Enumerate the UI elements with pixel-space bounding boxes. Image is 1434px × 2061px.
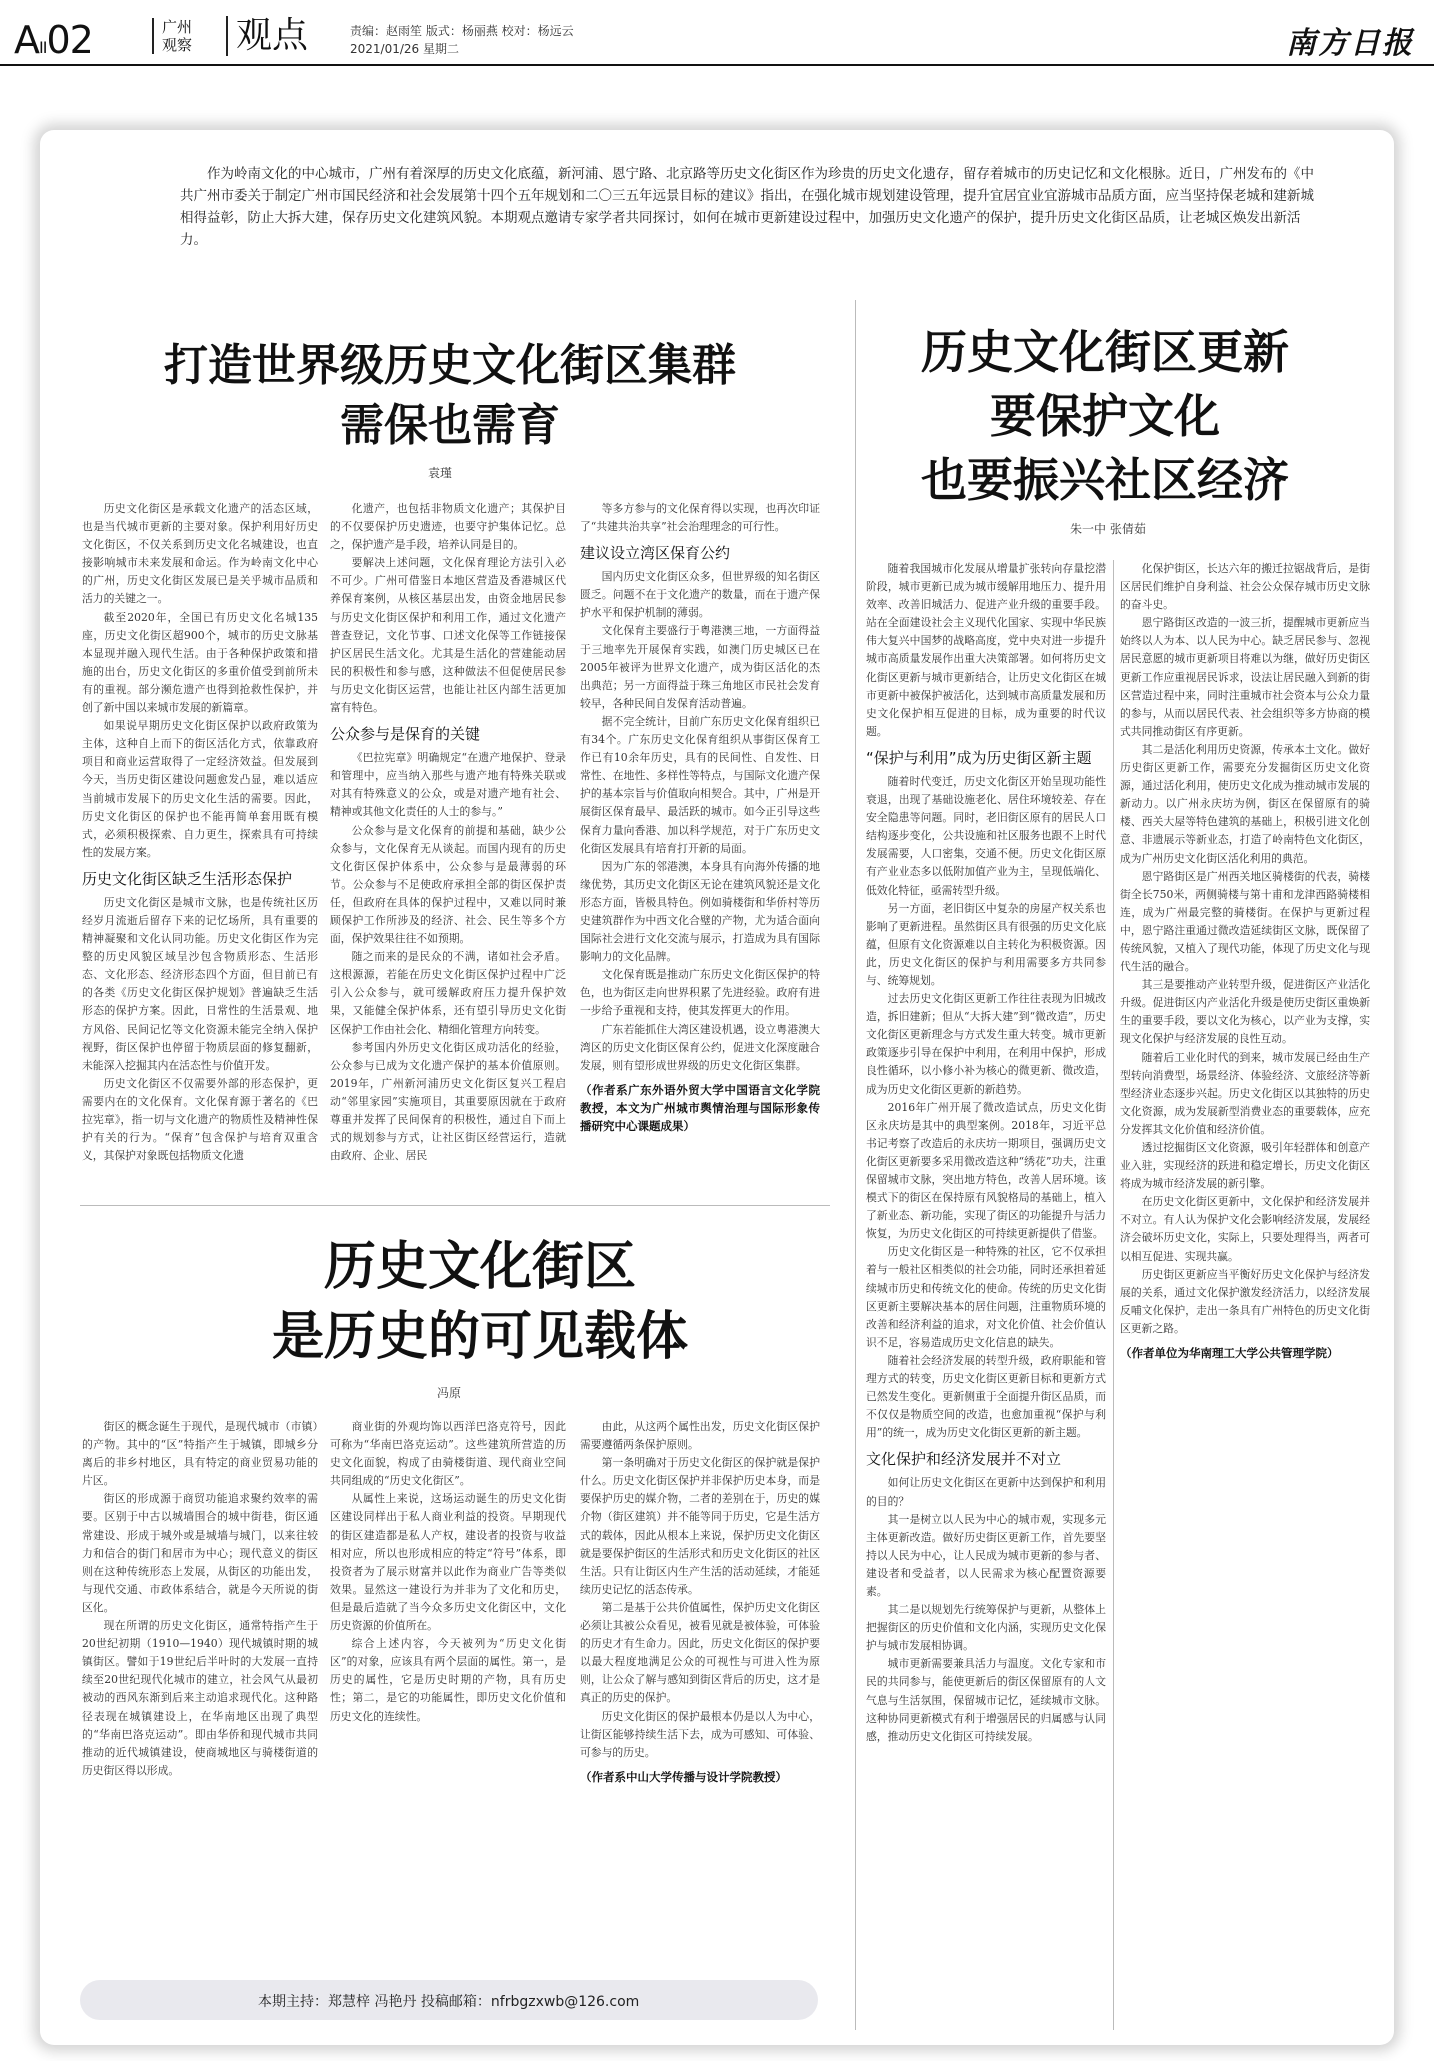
article-1-headline: 打造世界级历史文化街区集群 需保也需育 (164, 340, 736, 451)
article-1-column-3: 等多方参与的文化保育得以实现，也再次印证了“共建共治共享”社会治理理念的可行性。 建议设立湾区保育公约 国内历史文化街区众多，但世界级的知名街区匮乏。问题不在于文化遗产的数量，而在于遗产保护水平和保护机制的薄弱。 文化保育主要盛行于粤港澳三地，一方面得益于三地率先开展保育实践，如澳门历史城区已在2005年被评为世界文化遗产，成为街区活化的杰出典范；另一方面得益于珠三角地区市民社会发育较早，各种民间自发保育活动普遍。 据不完全统计，目前广东历史文化保育组织已有34个。广东历史文化保育组织从事街区保育工作已有10余年历史，具有的民间性、自发性、日常性、在地性、多样性等特点，与国际文化遗产保护的基本宗旨与价值取向相契合。其中，广州是开展街区保育最早、最活跃的城市。如今正引导这些保育力量向香港、加以科学规范，对于广东历史文化街区发展具有培育打开新的局面。 因为广东的邻港澳，本身具有向海外传播的地缘优势，其历史文化街区无论在建筑风貌还是文化形态方面，皆极具特色。例如骑楼街和华侨村等历史建筑群作为中西文化合璧的产物，尤为适合面向国际社会进行文化交流与展示，打造成为具有国际影响力的文化品牌。 文化保育既是推动广东历史文化街区保护的特色，也为街区走向世界积累了先进经验。政府有进一步给予重视和支持，使其发挥更大的作用。 广东若能抓住大湾区建设机遇，设立粤港澳大湾区的历史文化街区保育公约，促进文化深度融合发展，则有望形成世界级的历史文化街区集群。 （作者系广东外语外贸大学中国语言文化学院教授，本文为广州城市舆情治理与国际形象传播研究中心课题成果） (580, 502, 820, 1133)
newspaper-logo: 南方日报 (1286, 26, 1414, 61)
article-1-column-1: 历史文化街区是承载文化遗产的活态区域，也是当代城市更新的主要对象。保护利用好历史文化街区，不仅关系到历史文化名城建设，也直接影响城市未来发展和命运。作为岭南文化中心的广州，历史文化街区发展已是关乎城市品质和活力的关键之一。 截至2020年，全国已有历史文化名城135座，历史文化街区超900个，城市的历史文脉基本显现并融入现代生活。由于各种保护政策和措施的出台，历史文化街区的多重价值受到前所未有的重视。部分濒危遗产也得到抢救性保护，并创了新中国以来城市发展的新篇章。 如果说早期历史文化街区保护以政府政策为主体，这种自上而下的街区活化方式，依靠政府项目和商业运营取得了一定经济效益。但发展到今天，当历史街区建设问题愈发凸显，难以适应当前城市发展下的历史文化生活的需要。因此，历史文化街区的保护也不能再简单套用既有模式，必须积极探索、自力更生，探索具有可持续性的发展方案。 历史文化街区缺乏生活形态保护 历史文化街区是城市文脉，也是传统社区历经岁月流逝后留存下来的记忆场所，具有重要的精神凝聚和文化认同功能。历史文化街区作为完整的历史风貌区域呈沙包含物质形态、生活形态、文化形态、经济形态四个方面，但目前已有的各类《历史文化街区保护规划》普遍缺乏生活形态的保护方案。因此，日常性的生活景观、地方风俗、民间记忆等文化资源未能完全纳入保护视野，街区保护也停留于物质层面的修复翻新，未能深入挖掘其内在活态性与价值开发。 历史文化街区不仅需要外部的形态保护，更需要内在的文化保育。文化保育源于著名的《巴拉宪章》，指一切与文化遗产的物质性及精神性保护有关的行为。“保育”包含保护与培育双重含义，其保护对象既包括物质文化遗 (82, 502, 318, 1163)
article-1-author: 袁瑾 (428, 466, 453, 480)
section-title: 观点 (226, 16, 308, 56)
article-3-subhead-2: 文化保护和经济发展并不对立 (866, 1450, 1062, 1469)
footer-contact: 本期主持：郑慧梓 冯艳丹 投稿邮箱：nfrbgzxwb@126.com (258, 1994, 640, 2010)
article-3-subhead-1: “保护与利用”成为历史街区新主题 (866, 748, 1092, 767)
article-divider (80, 1205, 830, 1206)
article-2-column-3: 由此，从这两个属性出发，历史文化街区保护需要遵循两条保护原则。 第一条明确对于历史文化街区的保护就是保护什么。历史文化街区保护并非保护历史本身，而是要保护历史的媒介物，二者的差别在于，历史的媒介物（街区建筑）并不能等同于历史，它是生活方式的载体，因此从根本上来说，保护历史文化街区就是要保护街区的生活形式和历史文化街区的社区生活。只有让街区内生产生活的活动延续，才能延续历史记忆的活态传承。 第二是基于公共价值属性，保护历史文化街区必须让其被公众看见，被看见就是被体验，可体验的历史才有生命力。因此，历史文化街区的保护要以最大程度地满足公众的可视性与可进入性为原则，让公众了解与感知到街区背后的历史，这才是真正的历史的保护。 历史文化街区的保护最根本仍是以人为中心，让街区能够持续生活下去，成为可感知、可体验、可参与的历史。 （作者系中山大学传播与设计学院教授） (580, 1420, 820, 1784)
article-1-subhead-3: 建议设立湾区保育公约 (580, 544, 731, 563)
article-2-column-2: 商业街的外观均饰以西洋巴洛克符号，因此可称为“华南巴洛克运动”。这些建筑所营造的历史文化面貌，构成了由骑楼街道、现代商业空间共同组成的“历史文化街区”。 从属性上来说，这场运动诞生的历史文化街区建设同样出于私人商业利益的投资。早期现代的街区建造都是私人产权，建设者的投资与收益相对应，所以也形成相应的特定“符号”体系，即投资者为了展示财富并以此作为商业广告等类似效果。显然这一建设行为并非为了文化和历史，但是最后造就了当今众多历史文化街区中，文化历史资源的价值所在。 综合上述内容，今天被列为“历史文化街区”的对象，应该具有两个层面的属性。第一，是历史的属性，它是历史时期的产物，具有历史性；第二，是它的功能属性，即历史文化价值和历史文化的连续性。 (330, 1420, 566, 1723)
masthead-rule (0, 64, 1434, 66)
footer-bar (80, 1980, 818, 2020)
article-2-author: 冯原 (437, 1386, 462, 1400)
article-1-column-2: 化遗产，也包括非物质文化遗产；其保护目的不仅要保护历史遗迹，也要守护集体记忆。总之，保护遗产是手段，培养认同是目的。 要解决上述问题，文化保育理论方法引入必不可少。广州可借鉴日本地区营造及香港城区代养保育案例，从核区基层出发，由资金地居民参与历史文化街区保护和利用工作，通过文化遗产普查登记，文化节事、口述文化保等工作链接保护区居民生活文化。尤其是生活化的营建能动居民的积极性和参与感，这种做法不但促使居民参与历史文化街区运营，也能让社区内部生活更加富有特色。 公众参与是保育的关键 《巴拉宪章》明确规定“在遗产地保护、登录和管理中，应当纳入那些与遗产地有特殊关联或对其有特殊意义的公众，或是对遗产地有社会、精神或其他文化责任的人士的参与。” 公众参与是文化保育的前提和基础，缺少公众参与，文化保育无从谈起。而国内现有的历史文化街区保护体系中，公众参与是最薄弱的环节。公众参与不足使政府承担全部的街区保护责任，但政府在具体的保护过程中，又难以同时兼顾保护工作所涉及的经济、社会、民生等多个方面，保护效果往往不如预期。 随之而来的是民众的不满，诸如社会矛盾。这根源源，若能在历史文化街区保护过程中广泛引入公众参与，就可缓解政府压力提升保护效果，又能健全保护体系，还有望引导历史文化街区保护工作由社会化、精细化管理方向转变。 参考国内外历史文化街区成功活化的经验，公众参与已成为文化遗产保护的基本价值原则。2019年，广州新河浦历史文化街区复兴工程启动“邻里家园”实施项目，其重要原因就在于政府尊重并发挥了民间保育的积极性，通过自下而上式的规划参与方式，让社区街区经营运行，造就由政府、企业、居民 (330, 502, 566, 1163)
section-label-small: 广州 观察 (152, 18, 192, 54)
article-3-author-note: （作者单位为华南理工大学公共管理学院） (1120, 1346, 1339, 1361)
article-2-author-note: （作者系中山大学传播与设计学院教授） (580, 1769, 787, 1784)
article-1-subhead-2: 公众参与是保育的关键 (330, 725, 481, 744)
column-divider (855, 300, 856, 2030)
article-3-column-1: 随着我国城市化发展从增量扩张转向存量挖潜阶段，城市更新已成为城市缓解用地压力、提升用效率、改善旧城活力、促进产业升级的重要手段。站在全面建设社会主义现代化国家、实现中华民族伟大复兴中国梦的战略高度，党中央对进一步提升城市高质量发展作出重大决策部署。如何将历史文化街区更新与城市更新结合，让历史文化街区在城市更新中被保护被活化，达到城市高质量发展和历史文化保护相互促进的目标，成为重要的时代议题。 “保护与利用”成为历史街区新主题 随着时代变迁，历史文化街区开始呈现功能性衰退，出现了基础设施老化、居住环境较差、存在安全隐患等问题。同时，老旧街区原有的居民人口结构逐步变化，公共设施和社区服务也跟不上时代发展需要，人口密集，交通不便。历史文化街区原有产业业态多以低附加值产业为主，呈现低端化、低效化特征，亟需转型升级。 另一方面，老旧街区中复杂的房屋产权关系也影响了更新进程。虽然街区具有很强的历史文化底蕴，但原有文化资源难以自主转化为积极资源。因此，历史文化街区的保护与利用需要多方共同参与、统筹规划。 过去历史文化街区更新工作往往表现为旧城改造，拆旧建新；但从“大拆大建”到“微改造”，历史文化街区更新理念与方式发生重大转变。城市更新政策逐步引导在保护中利用，在利用中保护，形成良性循环，以小修小补为核心的微更新、微改造，成为历史文化街区更新的新趋势。 2016年广州开展了微改造试点，历史文化街区永庆坊是其中的典型案例。2018年，习近平总书记考察了改造后的永庆坊一期项目，强调历史文化街区更新要多采用微改造这种“绣花”功夫，注重保留城市文脉，突出地方特色，改善人居环境。该模式下的街区在保持原有风貌格局的基础上，植入了新业态、新功能，实现了街区的功能提升与活力恢复，为历史文化街区的可持续更新提供了借鉴。 历史文化街区是一种特殊的社区，它不仅承担着与一般社区相类似的社会功能，同时还承担着延续城市历史和传统文化的使命。传统的历史文化街区更新主要解决基本的居住问题，注重物质环境的改善和经济利益的追求，对文化价值、社会价值认识不足，容易造成历史文化信息的缺失。 随着社会经济发展的转型升级，政府职能和管理方式的转变，历史文化街区更新目标和更新方式已然发生变化。更新侧重于全面提升街区品质，而不仅仅是物质空间的改造，也愈加重视“保护与利用”的统一，成为历史文化街区更新的新主题。 文化保护和经济发展并不对立 如何让历史文化街区在更新中达到保护和利用的目的？ 其一是树立以人民为中心的城市观，实现多元主体更新改造。做好历史街区更新工作，首先要坚持以人民为中心，让人民成为城市更新的参与者、建设者和受益者，以人民需求为核心配置资源要素。 其二是以规划先行统筹保护与更新，从整体上把握街区的历史价值和文化内涵，实现历史文化保护与城市发展相协调。 城市更新需要兼具活力与温度。文化专家和市民的共同参与，能使更新后的街区保留原有的人文气息与生活氛围，保留城市记忆，延续城市文脉。这种协同更新模式有利于增强居民的归属感与认同感，推动历史文化街区可持续发展。 (866, 562, 1106, 1743)
article-1-author-note: （作者系广东外语外贸大学中国语言文化学院教授，本文为广州城市舆情治理与国际形象传播研究中心课题成果） (580, 1082, 820, 1133)
article-3-author: 朱一中 张倩茹 (1070, 522, 1146, 536)
editor-credits: 责编：赵雨笙 版式：杨丽燕 校对：杨远云 2021/01/26 星期二 (350, 24, 574, 56)
column-divider-2 (1113, 560, 1114, 2030)
article-3-column-2: 化保护街区，长达六年的搬迁拉锯战背后，是街区居民们维护自身利益、社会公众保存城市历史文脉的奋斗史。 恩宁路街区改造的一波三折，提醒城市更新应当始终以人为本、以人民为中心。缺乏居民参与、忽视居民意愿的城市更新项目将难以为继，做好历史街区更新工作应重视居民诉求，设法让居民融入到新的街区营造过程中来，同时注重城市社会资本与公众力量的参与，从而以居民代表、社会组织等多方协商的模式共同推动街区有序更新。 其二是活化利用历史资源，传承本土文化。做好历史街区更新工作，需要充分发掘街区历史文化资源，通过活化利用，使历史文化成为推动城市发展的新动力。以广州永庆坊为例，街区在保留原有的骑楼、西关大屋等特色建筑的基础上，积极引进文化创意、非遗展示等新业态，打造了岭南特色文化街区，成为广州历史文化街区活化利用的典范。 恩宁路街区是广州西关地区骑楼街的代表，骑楼街全长750米，两侧骑楼与第十甫和龙津西路骑楼相连，成为广州最完整的骑楼街。在保护与更新过程中，恩宁路注重通过微改造延续街区文脉，既保留了传统风貌，又植入了现代功能，体现了历史文化与现代生活的融合。 其三是要推动产业转型升级，促进街区产业活化升级。促进街区内产业活化升级是使历史街区重焕新生的重要手段，要以文化为核心，以产业为支撑，实现文化保护与经济发展的良性互动。 随着后工业化时代的到来，城市发展已经由生产型转向消费型，场景经济、体验经济、文旅经济等新型经济业态逐步兴起。历史文化街区以其独特的历史文化资源，成为发展新型消费业态的重要载体，应充分发挥其文化价值和经济价值。 透过挖掘街区文化资源，吸引年轻群体和创意产业入驻，实现经济的跃进和稳定增长，历史文化街区将成为城市经济发展的新引擎。 在历史文化街区更新中，文化保护和经济发展并不对立。有人认为保护文化会影响经济发展，发展经济会破坏历史文化，实际上，只要处理得当，两者可以相互促进、实现共赢。 历史街区更新应当平衡好历史文化保护与经济发展的关系，通过文化保护激发经济活力，以经济发展反哺文化保护，走出一条具有广州特色的历史文化街区更新之路。 （作者单位为华南理工大学公共管理学院） (1120, 562, 1370, 1361)
page-number: AII02 (14, 18, 93, 62)
masthead (0, 0, 1434, 70)
article-1-subhead-1: 历史文化街区缺乏生活形态保护 (82, 869, 293, 888)
article-3-headline: 历史文化街区更新 要保护文化 也要振兴社区经济 (921, 325, 1289, 507)
intro-paragraph: 作为岭南文化的中心城市，广州有着深厚的历史文化底蕴，新河浦、恩宁路、北京路等历史文化街区作为珍贵的历史文化遗存，留存着城市的历史记忆和文化根脉。近日，广州发布的《中共广州市委关于制定广州市国民经济和社会发展第十四个五年规划和二〇三五年远景目标的建议》指出，在强化城市规划建设管理，提升宜居宜业宜游城市品质方面，应当坚持保老城和建新城相得益彰，防止大拆大建，保存历史文化建筑风貌。本期观点邀请专家学者共同探讨，如何在城市更新建设过程中，加强历史文化遗产的保护，提升历史文化街区品质，让老城区焕发出新活力。 (180, 166, 1314, 248)
article-2-column-1: 街区的概念诞生于现代，是现代城市（市镇）的产物。其中的“区”特指产生于城镇，即城乡分离后的非乡村地区，具有特定的商业贸易功能的片区。 街区的形成源于商贸功能追求聚约效率的需要。区别于中古以城墙围合的城中街巷，街区通常建设、形成于城外或是城墙与城门，以来往较力和信合的街门和居市为中心；现代意义的街区则在这种传统形态上发展，从街区的功能出发，与现代交通、市政体系结合，就是今天所说的街区化。 现在所谓的历史文化街区，通常特指产生于20世纪初期（1910—1940）现代城镇时期的城镇街区。譬如于19世纪后半叶时的大发展一直持续至20世纪现代化城市的建立，社会风气从最初被动的西风东渐到后来主动追求现代化。这种路径表现在城镇建设上，在华南地区出现了典型的“华南巴洛克运动”。即由华侨和现代城市共同推动的近代城镇建设，使商城地区与骑楼街道的历史街区得以形成。 (82, 1420, 318, 1777)
article-2-headline: 历史文化街区 是历史的可见载体 (271, 1236, 688, 1367)
